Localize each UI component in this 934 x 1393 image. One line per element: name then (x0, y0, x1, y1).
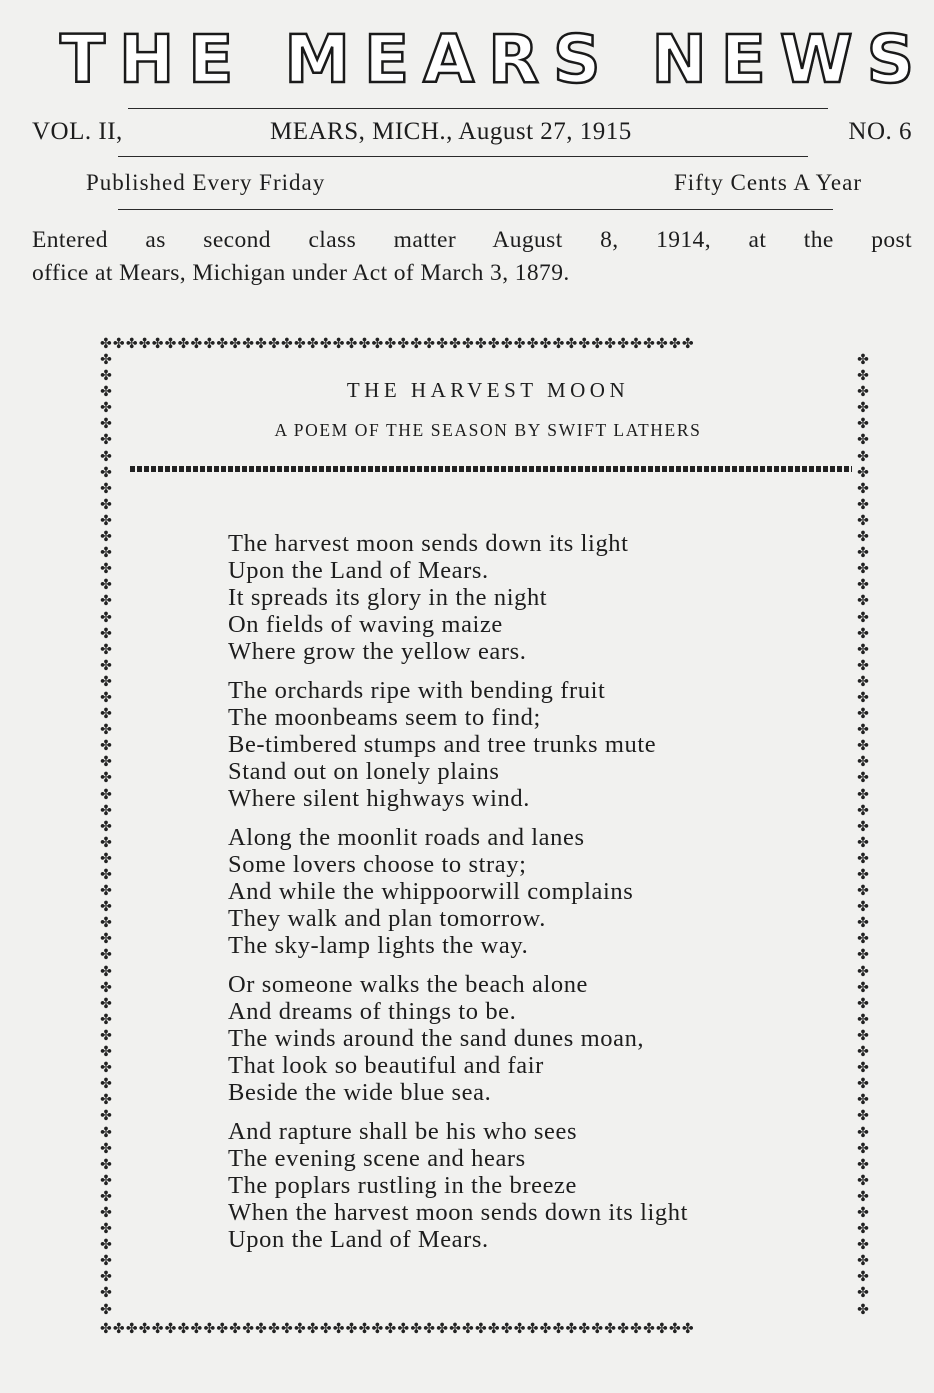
poem-line: Beside the wide blue sea. (228, 1079, 492, 1106)
poem-line: Upon the Land of Mears. (228, 557, 489, 584)
poem-line: The winds around the sand dunes moan, (228, 1025, 645, 1052)
poem-line: Some lovers choose to stray; (228, 851, 527, 878)
poem-line: The moonbeams seem to find; (228, 704, 541, 731)
ornament-border-bottom: ✤✤✤✤✤✤✤✤✤✤✤✤✤✤✤✤✤✤✤✤✤✤✤✤✤✤✤✤✤✤✤✤✤✤✤✤✤✤✤✤✤✤✤✤✤✤ (100, 1322, 695, 1336)
subline (86, 170, 862, 200)
ornament-border-top: ✤✤✤✤✤✤✤✤✤✤✤✤✤✤✤✤✤✤✤✤✤✤✤✤✤✤✤✤✤✤✤✤✤✤✤✤✤✤✤✤✤✤✤✤✤✤ (100, 337, 695, 351)
poem-line: The harvest moon sends down its light (228, 530, 629, 557)
ornament-border-right: ✤ ✤ ✤ ✤ ✤ ✤ ✤ ✤ ✤ ✤ ✤ ✤ ✤ ✤ ✤ ✤ ✤ ✤ ✤ ✤ ✤ ✤ ✤ ✤ ✤ ✤ ✤ ✤ ✤ ✤ ✤ ✤ ✤ ✤ ✤ ✤ ✤ ✤ ✤ ✤ ✤ ✤ ✤ ✤ ✤ ✤ ✤ ✤ ✤ ✤ ✤ ✤ ✤ ✤ ✤ ✤ ✤ ✤ ✤ ✤ (857, 352, 869, 1318)
mailing-notice-line2: office at Mears, Michigan under Act of March 3, 1879. (32, 260, 570, 286)
poem-stanza (228, 1118, 848, 1253)
poem-line: Or someone walks the beach alone (228, 971, 589, 998)
poem-line: The poplars rustling in the breeze (228, 1172, 577, 1199)
masthead-rule (128, 108, 828, 109)
poem-line: Stand out on lonely plains (228, 758, 500, 785)
poem-line: On fields of waving maize (228, 611, 503, 638)
poem-stanza (228, 530, 848, 665)
poem-line: And rapture shall be his who sees (228, 1118, 578, 1145)
poem-line: That look so beautiful and fair (228, 1052, 544, 1079)
published-label: Published Every Friday (86, 170, 326, 195)
poem-title: THE HARVEST MOON (346, 378, 630, 402)
poem-byline: A POEM OF THE SEASON BY SWIFT LATHERS (274, 420, 702, 440)
mailing-notice-line1: Entered as second class matter August 8, 1914, at the post (32, 227, 912, 253)
poem-line: Where grow the yellow ears. (228, 638, 527, 665)
masthead-title: THE MEARS NEWS (60, 21, 929, 98)
issue-number-label: NO. 6 (848, 118, 912, 145)
poem-line: The sky-lamp lights the way. (228, 932, 529, 959)
poem-divider (130, 466, 852, 472)
poem-line: And dreams of things to be. (228, 998, 517, 1025)
poem-line: The orchards ripe with bending fruit (228, 677, 606, 704)
poem-line: Upon the Land of Mears. (228, 1226, 489, 1253)
poem-stanza (228, 971, 848, 1106)
poem-body (228, 530, 848, 1265)
subline-rule (118, 209, 833, 210)
place-date-label: MEARS, MICH., August 27, 1915 (270, 118, 632, 145)
price-label: Fifty Cents A Year (674, 170, 862, 195)
dateline-rule (118, 156, 808, 157)
poem-line: Where silent highways wind. (228, 785, 530, 812)
dateline (32, 118, 912, 150)
poem-line: The evening scene and hears (228, 1145, 526, 1172)
poem-stanza (228, 677, 848, 812)
ornament-border-left: ✤ ✤ ✤ ✤ ✤ ✤ ✤ ✤ ✤ ✤ ✤ ✤ ✤ ✤ ✤ ✤ ✤ ✤ ✤ ✤ ✤ ✤ ✤ ✤ ✤ ✤ ✤ ✤ ✤ ✤ ✤ ✤ ✤ ✤ ✤ ✤ ✤ ✤ ✤ ✤ ✤ ✤ ✤ ✤ ✤ ✤ ✤ ✤ ✤ ✤ ✤ ✤ ✤ ✤ ✤ ✤ ✤ ✤ ✤ ✤ (100, 352, 112, 1318)
poem-line: When the harvest moon sends down its light (228, 1199, 689, 1226)
poem-line: They walk and plan tomorrow. (228, 905, 546, 932)
volume-label: VOL. II, (32, 118, 123, 145)
poem-line: It spreads its glory in the night (228, 584, 548, 611)
poem-line: Be-timbered stumps and tree trunks mute (228, 731, 657, 758)
poem-line: And while the whippoorwill complains (228, 878, 634, 905)
poem-stanza (228, 824, 848, 959)
poem-line: Along the moonlit roads and lanes (228, 824, 585, 851)
